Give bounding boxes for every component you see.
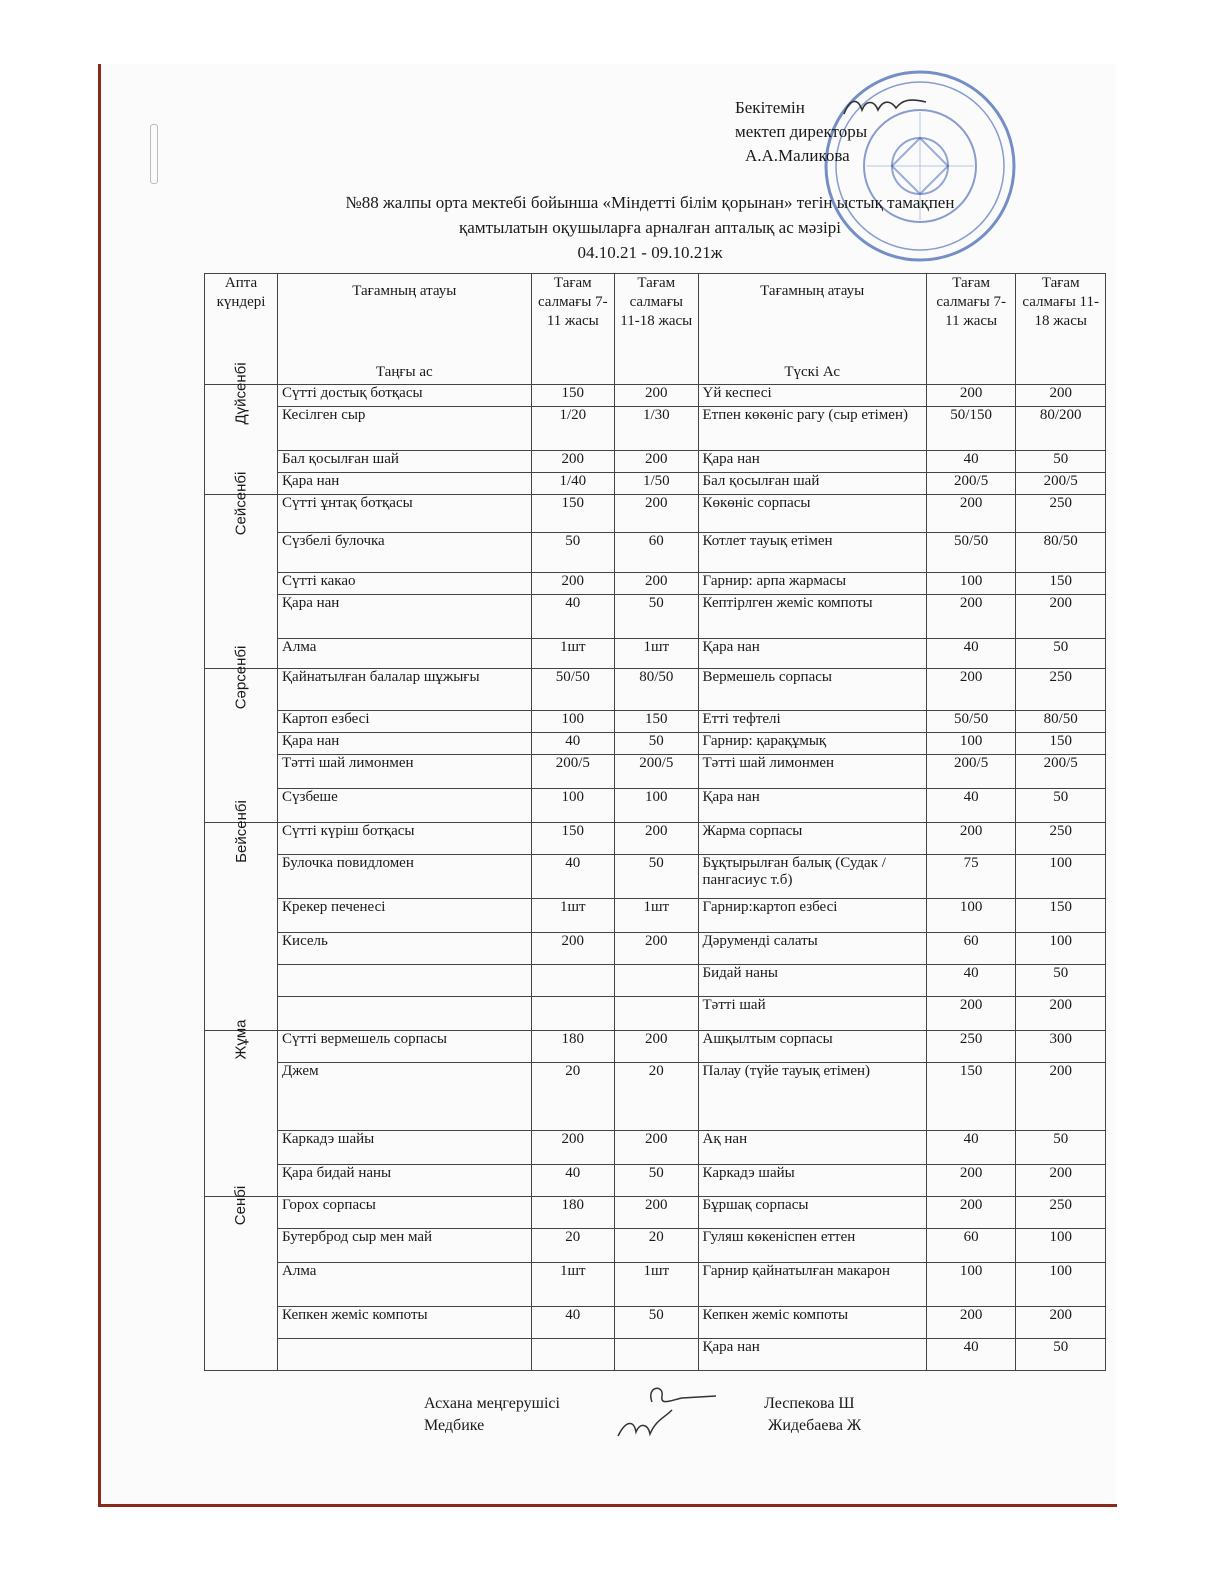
breakfast-dish-cell: Қара нан <box>278 595 532 639</box>
breakfast-dish-cell <box>278 997 532 1031</box>
lunch-dish-cell: Қара нан <box>698 789 926 823</box>
table-row <box>205 997 1106 1031</box>
lunch-weight-11-18-cell: 150 <box>1016 573 1106 595</box>
lunch-weight-7-11-cell: 60 <box>926 933 1016 965</box>
breakfast-weight-11-18-cell: 200 <box>615 573 698 595</box>
lunch-dish-cell: Көкөніс сорпасы <box>698 495 926 533</box>
header-day: Апта күндері <box>205 274 278 385</box>
breakfast-weight-7-11-cell: 1шт <box>531 1263 614 1307</box>
table-row <box>205 711 1106 733</box>
lunch-dish-cell: Қара нан <box>698 451 926 473</box>
lunch-weight-11-18-cell: 250 <box>1016 669 1106 711</box>
lunch-weight-11-18-cell: 150 <box>1016 733 1106 755</box>
breakfast-weight-7-11-cell: 50/50 <box>531 669 614 711</box>
lunch-weight-7-11-cell: 200/5 <box>926 473 1016 495</box>
breakfast-dish-cell: Қайнатылған балалар шұжығы <box>278 669 532 711</box>
breakfast-weight-11-18-cell: 200 <box>615 451 698 473</box>
breakfast-weight-7-11-cell: 200 <box>531 1131 614 1165</box>
paper-clip-mark <box>150 124 158 184</box>
table-row <box>205 533 1106 573</box>
lunch-weight-11-18-cell: 50 <box>1016 639 1106 669</box>
table-row <box>205 639 1106 669</box>
lunch-dish-cell: Гуляш көкеніспен еттен <box>698 1229 926 1263</box>
lunch-weight-11-18-cell: 200 <box>1016 1307 1106 1339</box>
lunch-weight-11-18-cell: 80/200 <box>1016 407 1106 451</box>
lunch-weight-7-11-cell: 200/5 <box>926 755 1016 789</box>
table-row <box>205 385 1106 407</box>
breakfast-dish-cell: Кесілген сыр <box>278 407 532 451</box>
header-name-label: Тағамның атауы <box>352 283 457 299</box>
table-row <box>205 1339 1106 1371</box>
table-row <box>205 1263 1106 1307</box>
day-label: Сенбі <box>232 1185 250 1226</box>
document-title <box>150 190 1150 265</box>
header-weight-7-11-lunch: Тағам салмағы 7-11 жасы <box>926 274 1016 385</box>
breakfast-weight-11-18-cell: 80/50 <box>615 669 698 711</box>
lunch-weight-11-18-cell: 80/50 <box>1016 533 1106 573</box>
breakfast-weight-7-11-cell: 1шт <box>531 899 614 933</box>
breakfast-weight-7-11-cell: 40 <box>531 733 614 755</box>
lunch-weight-7-11-cell: 40 <box>926 1131 1016 1165</box>
breakfast-weight-11-18-cell: 1шт <box>615 1263 698 1307</box>
breakfast-dish-cell: Сүзбеше <box>278 789 532 823</box>
lunch-dish-cell: Гарнир:картоп езбесі <box>698 899 926 933</box>
breakfast-weight-7-11-cell: 1/40 <box>531 473 614 495</box>
breakfast-dish-cell: Қара нан <box>278 733 532 755</box>
breakfast-dish-cell: Сүзбелі булочка <box>278 533 532 573</box>
lunch-weight-7-11-cell: 50/50 <box>926 711 1016 733</box>
breakfast-weight-11-18-cell: 50 <box>615 855 698 899</box>
breakfast-weight-7-11-cell: 40 <box>531 595 614 639</box>
lunch-dish-cell: Гарнир: арпа жармасы <box>698 573 926 595</box>
lunch-weight-11-18-cell: 100 <box>1016 1263 1106 1307</box>
breakfast-weight-7-11-cell: 1/20 <box>531 407 614 451</box>
table-header-row <box>205 274 1106 385</box>
breakfast-weight-11-18-cell: 1/30 <box>615 407 698 451</box>
breakfast-weight-11-18-cell <box>615 997 698 1031</box>
lunch-dish-cell: Ақ нан <box>698 1131 926 1165</box>
title-line-1: №88 жалпы орта мектебі бойынша «Міндетті білім қорынан» тегін ыстық тамақпен <box>345 193 955 212</box>
breakfast-weight-7-11-cell: 200/5 <box>531 755 614 789</box>
lunch-weight-11-18-cell: 250 <box>1016 1197 1106 1229</box>
lunch-dish-cell: Вермешель сорпасы <box>698 669 926 711</box>
breakfast-dish-cell: Каркадэ шайы <box>278 1131 532 1165</box>
day-label: Бейсенбі <box>232 800 250 863</box>
footer-name-nurse: Жидебаева Ж <box>768 1417 862 1434</box>
breakfast-dish-cell: Джем <box>278 1063 532 1131</box>
breakfast-weight-11-18-cell: 200/5 <box>615 755 698 789</box>
table-row <box>205 1307 1106 1339</box>
table-row <box>205 1031 1106 1063</box>
lunch-weight-11-18-cell: 50 <box>1016 965 1106 997</box>
lunch-weight-7-11-cell: 40 <box>926 451 1016 473</box>
table-row <box>205 1229 1106 1263</box>
lunch-dish-cell: Жарма сорпасы <box>698 823 926 855</box>
breakfast-dish-cell: Булочка повидломен <box>278 855 532 899</box>
breakfast-weight-7-11-cell: 40 <box>531 855 614 899</box>
lunch-weight-11-18-cell: 200 <box>1016 1063 1106 1131</box>
lunch-weight-7-11-cell: 200 <box>926 1197 1016 1229</box>
footer-names <box>764 1393 861 1437</box>
breakfast-dish-cell: Картоп езбесі <box>278 711 532 733</box>
lunch-weight-7-11-cell: 75 <box>926 855 1016 899</box>
lunch-weight-11-18-cell: 100 <box>1016 855 1106 899</box>
header-weight-11-18-lunch: Тағам салмағы 11-18 жасы <box>1016 274 1106 385</box>
header-weight-11-18-breakfast: Тағам салмағы 11-18 жасы <box>615 274 698 385</box>
table-row <box>205 473 1106 495</box>
breakfast-weight-7-11-cell <box>531 997 614 1031</box>
breakfast-weight-7-11-cell: 200 <box>531 933 614 965</box>
breakfast-dish-cell: Сүтті ұнтақ ботқасы <box>278 495 532 533</box>
breakfast-weight-7-11-cell: 180 <box>531 1197 614 1229</box>
breakfast-weight-7-11-cell: 150 <box>531 495 614 533</box>
breakfast-weight-11-18-cell <box>615 965 698 997</box>
lunch-weight-11-18-cell: 250 <box>1016 823 1106 855</box>
breakfast-weight-7-11-cell: 150 <box>531 385 614 407</box>
day-label: Сейсенбі <box>232 471 250 536</box>
lunch-dish-cell: Ашқылтым сорпасы <box>698 1031 926 1063</box>
breakfast-weight-7-11-cell: 40 <box>531 1165 614 1197</box>
breakfast-dish-cell: Қара нан <box>278 473 532 495</box>
footer-role-canteen-head: Асхана меңгерушісі <box>424 1395 560 1412</box>
breakfast-weight-11-18-cell: 200 <box>615 385 698 407</box>
breakfast-weight-11-18-cell: 60 <box>615 533 698 573</box>
lunch-weight-7-11-cell: 200 <box>926 823 1016 855</box>
header-weight-7-11-breakfast: Тағам салмағы 7-11 жасы <box>531 274 614 385</box>
table-row <box>205 1063 1106 1131</box>
breakfast-weight-7-11-cell: 100 <box>531 711 614 733</box>
breakfast-weight-11-18-cell: 100 <box>615 789 698 823</box>
lunch-dish-cell: Котлет тауық етімен <box>698 533 926 573</box>
footer-name-canteen-head: Леспекова Ш <box>764 1395 855 1412</box>
day-label: Жұма <box>232 1019 250 1060</box>
breakfast-weight-7-11-cell: 180 <box>531 1031 614 1063</box>
breakfast-weight-11-18-cell: 20 <box>615 1063 698 1131</box>
day-cell <box>205 471 278 669</box>
lunch-weight-7-11-cell: 100 <box>926 733 1016 755</box>
lunch-weight-11-18-cell: 50 <box>1016 1339 1106 1371</box>
table-row <box>205 855 1106 899</box>
lunch-weight-11-18-cell: 50 <box>1016 451 1106 473</box>
breakfast-weight-7-11-cell: 50 <box>531 533 614 573</box>
breakfast-dish-cell: Сүтті күріш ботқасы <box>278 823 532 855</box>
lunch-dish-cell: Қара нан <box>698 639 926 669</box>
lunch-weight-11-18-cell: 200 <box>1016 595 1106 639</box>
approval-line-1: Бекітемін <box>735 98 805 117</box>
breakfast-weight-7-11-cell: 40 <box>531 1307 614 1339</box>
breakfast-weight-11-18-cell: 200 <box>615 495 698 533</box>
table-row <box>205 899 1106 933</box>
day-label: Сәрсенбі <box>232 645 250 710</box>
breakfast-weight-11-18-cell: 200 <box>615 933 698 965</box>
lunch-weight-11-18-cell: 200 <box>1016 997 1106 1031</box>
breakfast-weight-7-11-cell <box>531 965 614 997</box>
breakfast-weight-11-18-cell: 200 <box>615 823 698 855</box>
lunch-dish-cell: Бал қосылған шай <box>698 473 926 495</box>
breakfast-dish-cell: Сүтті какао <box>278 573 532 595</box>
lunch-weight-11-18-cell: 200 <box>1016 385 1106 407</box>
lunch-weight-7-11-cell: 250 <box>926 1031 1016 1063</box>
breakfast-dish-cell: Сүтті достық ботқасы <box>278 385 532 407</box>
lunch-weight-7-11-cell: 100 <box>926 1263 1016 1307</box>
lunch-dish-cell: Гарнир: қарақұмық <box>698 733 926 755</box>
lunch-weight-7-11-cell: 200 <box>926 669 1016 711</box>
lunch-weight-7-11-cell: 100 <box>926 573 1016 595</box>
breakfast-dish-cell: Қара бидай наны <box>278 1165 532 1197</box>
breakfast-dish-cell <box>278 965 532 997</box>
table-row <box>205 823 1106 855</box>
footer-role-nurse: Медбике <box>424 1417 485 1434</box>
breakfast-weight-11-18-cell: 50 <box>615 1307 698 1339</box>
breakfast-weight-11-18-cell: 50 <box>615 595 698 639</box>
title-line-2: қамтылатын оқушыларға арналған апталық ас мәзірі <box>459 218 841 237</box>
lunch-dish-cell: Дәруменді салаты <box>698 933 926 965</box>
breakfast-dish-cell: Кисель <box>278 933 532 965</box>
breakfast-weight-11-18-cell <box>615 1339 698 1371</box>
breakfast-weight-11-18-cell: 150 <box>615 711 698 733</box>
breakfast-weight-7-11-cell: 20 <box>531 1063 614 1131</box>
lunch-weight-7-11-cell: 50/50 <box>926 533 1016 573</box>
breakfast-weight-7-11-cell <box>531 1339 614 1371</box>
lunch-weight-11-18-cell: 150 <box>1016 899 1106 933</box>
header-lunch-name <box>698 274 926 385</box>
lunch-weight-7-11-cell: 40 <box>926 639 1016 669</box>
lunch-weight-7-11-cell: 200 <box>926 385 1016 407</box>
lunch-weight-7-11-cell: 200 <box>926 595 1016 639</box>
lunch-dish-cell: Тәтті шай <box>698 997 926 1031</box>
table-row <box>205 451 1106 473</box>
breakfast-dish-cell: Крекер печенесі <box>278 899 532 933</box>
table-row <box>205 755 1106 789</box>
lunch-weight-11-18-cell: 50 <box>1016 789 1106 823</box>
table-row <box>205 733 1106 755</box>
lunch-weight-7-11-cell: 150 <box>926 1063 1016 1131</box>
title-period: 04.10.21 - 09.10.21ж <box>577 243 723 262</box>
breakfast-weight-7-11-cell: 200 <box>531 451 614 473</box>
breakfast-weight-7-11-cell: 200 <box>531 573 614 595</box>
table-row <box>205 407 1106 451</box>
breakfast-weight-7-11-cell: 150 <box>531 823 614 855</box>
table-row <box>205 933 1106 965</box>
breakfast-weight-11-18-cell: 1шт <box>615 639 698 669</box>
breakfast-weight-11-18-cell: 200 <box>615 1131 698 1165</box>
lunch-dish-cell: Бұқтырылған балық (Судак / пангасиус т.б) <box>698 855 926 899</box>
lunch-weight-7-11-cell: 200 <box>926 1165 1016 1197</box>
breakfast-weight-7-11-cell: 20 <box>531 1229 614 1263</box>
lunch-dish-cell: Кепкен жеміс компоты <box>698 1307 926 1339</box>
lunch-weight-7-11-cell: 50/150 <box>926 407 1016 451</box>
lunch-weight-7-11-cell: 100 <box>926 899 1016 933</box>
breakfast-weight-11-18-cell: 50 <box>615 1165 698 1197</box>
lunch-dish-cell: Қара нан <box>698 1339 926 1371</box>
table-row <box>205 1131 1106 1165</box>
lunch-dish-cell: Палау (түйе тауық етімен) <box>698 1063 926 1131</box>
lunch-dish-cell: Үй кеспесі <box>698 385 926 407</box>
approval-line-2: мектеп директоры <box>735 122 868 141</box>
day-label: Дүйсенбі <box>232 362 250 425</box>
breakfast-dish-cell: Горох сорпасы <box>278 1197 532 1229</box>
footer-roles <box>424 1393 560 1437</box>
lunch-weight-7-11-cell: 200 <box>926 997 1016 1031</box>
breakfast-dish-cell: Сүтті вермешель сорпасы <box>278 1031 532 1063</box>
breakfast-dish-cell: Бал қосылған шай <box>278 451 532 473</box>
lunch-dish-cell: Етті тефтелі <box>698 711 926 733</box>
table-row <box>205 595 1106 639</box>
lunch-weight-11-18-cell: 200/5 <box>1016 755 1106 789</box>
breakfast-weight-7-11-cell: 1шт <box>531 639 614 669</box>
table-row <box>205 669 1106 711</box>
header-name-label-2: Тағамның атауы <box>760 283 865 299</box>
header-breakfast-name <box>278 274 532 385</box>
lunch-weight-11-18-cell: 200/5 <box>1016 473 1106 495</box>
lunch-weight-11-18-cell: 250 <box>1016 495 1106 533</box>
approval-line-3: А.А.Маликова <box>745 146 850 165</box>
day-cell <box>205 1019 278 1197</box>
lunch-dish-cell: Тәтті шай лимонмен <box>698 755 926 789</box>
lunch-weight-11-18-cell: 300 <box>1016 1031 1106 1063</box>
lunch-weight-7-11-cell: 60 <box>926 1229 1016 1263</box>
header-lunch-label: Түскі Ас <box>784 364 841 380</box>
staff-signatures <box>612 1380 722 1450</box>
lunch-weight-7-11-cell: 200 <box>926 495 1016 533</box>
breakfast-weight-11-18-cell: 20 <box>615 1229 698 1263</box>
day-cell <box>205 800 278 1031</box>
lunch-dish-cell: Каркадэ шайы <box>698 1165 926 1197</box>
table-row <box>205 965 1106 997</box>
lunch-weight-11-18-cell: 100 <box>1016 1229 1106 1263</box>
breakfast-weight-11-18-cell: 1шт <box>615 899 698 933</box>
breakfast-weight-7-11-cell: 100 <box>531 789 614 823</box>
table-row <box>205 1197 1106 1229</box>
breakfast-dish-cell: Кепкен жеміс компоты <box>278 1307 532 1339</box>
breakfast-weight-11-18-cell: 1/50 <box>615 473 698 495</box>
lunch-dish-cell: Гарнир қайнатылған макарон <box>698 1263 926 1307</box>
breakfast-weight-11-18-cell: 200 <box>615 1031 698 1063</box>
breakfast-weight-11-18-cell: 200 <box>615 1197 698 1229</box>
director-signature <box>840 92 930 122</box>
lunch-dish-cell: Кептірлген жеміс компоты <box>698 595 926 639</box>
day-cell <box>205 1185 278 1371</box>
lunch-dish-cell: Етпен көкөніс рагу (сыр етімен) <box>698 407 926 451</box>
breakfast-dish-cell: Алма <box>278 639 532 669</box>
lunch-weight-11-18-cell: 100 <box>1016 933 1106 965</box>
lunch-weight-11-18-cell: 80/50 <box>1016 711 1106 733</box>
lunch-dish-cell: Бұршақ сорпасы <box>698 1197 926 1229</box>
breakfast-dish-cell: Тәтті шай лимонмен <box>278 755 532 789</box>
lunch-weight-7-11-cell: 40 <box>926 789 1016 823</box>
lunch-weight-7-11-cell: 40 <box>926 1339 1016 1371</box>
breakfast-weight-11-18-cell: 50 <box>615 733 698 755</box>
lunch-weight-7-11-cell: 40 <box>926 965 1016 997</box>
breakfast-dish-cell <box>278 1339 532 1371</box>
header-breakfast-label: Таңғы ас <box>375 364 433 380</box>
breakfast-dish-cell: Алма <box>278 1263 532 1307</box>
table-row <box>205 789 1106 823</box>
lunch-weight-11-18-cell: 200 <box>1016 1165 1106 1197</box>
menu-table <box>204 273 1106 1371</box>
lunch-weight-7-11-cell: 200 <box>926 1307 1016 1339</box>
table-row <box>205 495 1106 533</box>
lunch-dish-cell: Бидай наны <box>698 965 926 997</box>
breakfast-dish-cell: Бутерброд сыр мен май <box>278 1229 532 1263</box>
table-row <box>205 1165 1106 1197</box>
lunch-weight-11-18-cell: 50 <box>1016 1131 1106 1165</box>
table-row <box>205 573 1106 595</box>
